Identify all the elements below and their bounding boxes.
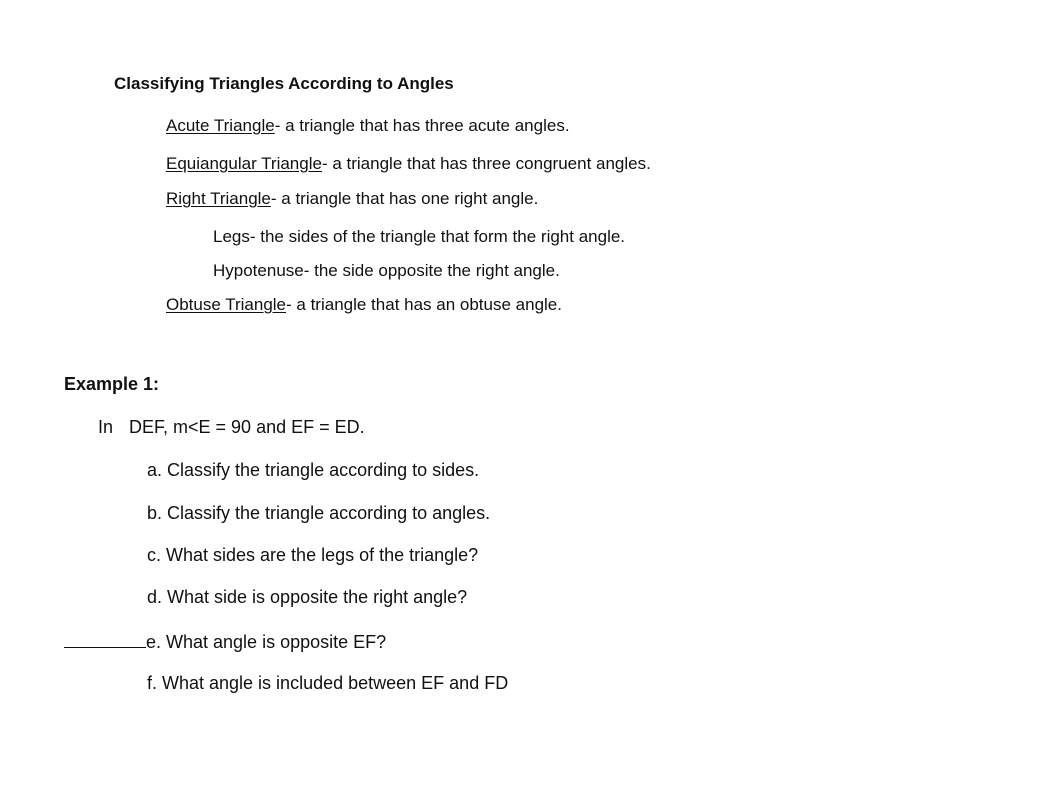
term-obtuse-triangle: Obtuse Triangle	[166, 295, 287, 314]
right-triangle-legs: Legs- the sides of the triangle that form the right angle.	[213, 227, 626, 246]
right-triangle-hypotenuse: Hypotenuse- the side opposite the right angle.	[213, 261, 560, 280]
page-title: Classifying Triangles According to Angles	[114, 74, 454, 93]
question-e: e. What angle is opposite EF?	[146, 632, 387, 652]
term-equiangular-triangle: Equiangular Triangle	[166, 154, 322, 173]
question-c: c. What sides are the legs of the triangle?	[147, 545, 479, 565]
definition-equiangular-triangle	[166, 155, 651, 172]
definition-text: - a triangle that has three congruent angles.	[321, 154, 651, 173]
term-right-triangle: Right Triangle	[166, 189, 271, 208]
question-b: b. Classify the triangle according to angles.	[147, 503, 491, 523]
given-prefix: In	[98, 417, 114, 437]
definition-acute-triangle	[166, 117, 570, 134]
question-e-row	[64, 631, 386, 651]
answer-blank[interactable]	[64, 631, 146, 648]
example-heading: Example 1:	[64, 374, 160, 394]
definition-obtuse-triangle	[166, 296, 562, 313]
question-f: f. What angle is included between EF and FD	[147, 673, 509, 693]
question-d: d. What side is opposite the right angle?	[147, 587, 468, 607]
definition-text: - a triangle that has an obtuse angle.	[286, 295, 562, 314]
question-a: a. Classify the triangle according to sides.	[147, 460, 480, 480]
example-given	[98, 418, 365, 436]
definition-text: - a triangle that has one right angle.	[270, 189, 539, 208]
definition-right-triangle	[166, 190, 538, 207]
term-acute-triangle: Acute Triangle	[166, 116, 275, 135]
given-text: DEF, m<E = 90 and EF = ED.	[129, 417, 365, 437]
definition-text: - a triangle that has three acute angles.	[274, 116, 570, 135]
